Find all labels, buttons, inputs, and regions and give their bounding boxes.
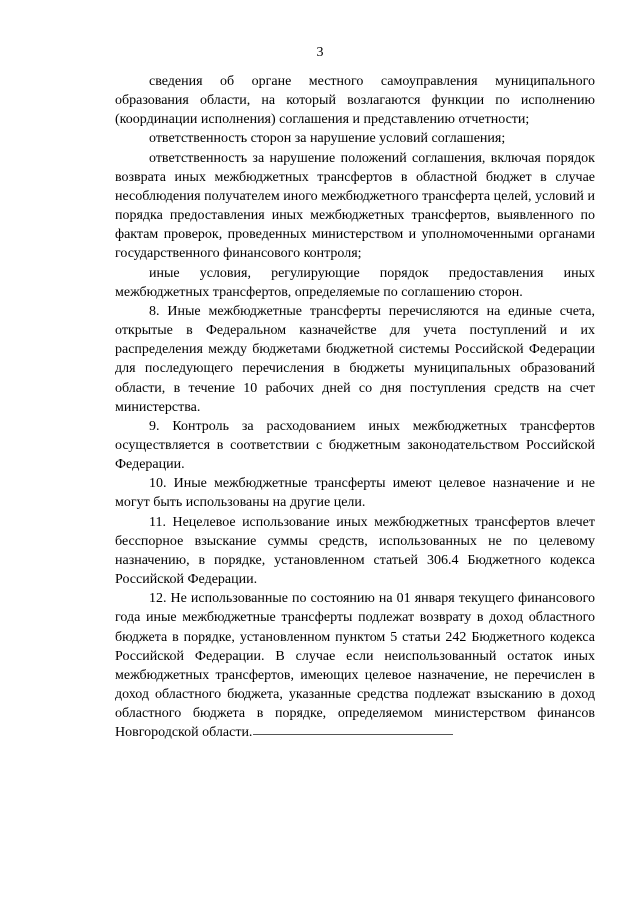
paragraph-item-12: 12. Не использованные по состоянию на 01 января текущего финансового года иные межбюджетные трансферты подлежат возврату в доход областного бюджета в порядке, установленном пунктом 5 статьи 242 Бюджетного кодекса Российской Федерации. В случае если неиспользованный остаток иных межбюджетных трансфертов, имеющих целевое назначение, не перечислен в доход областного бюджета, указанные средства подлежат взысканию в доход областного бюджета в порядке, определяемом министерством финансов Новгородской области. bbox=[115, 591, 595, 741]
paragraph-other-conditions: иные условия, регулирующие порядок предоставления иных межбюджетных трансфертов, определяемые по соглашению сторон. bbox=[115, 265, 595, 300]
document-body bbox=[115, 72, 595, 742]
paragraph-parties-responsibility: ответственность сторон за нарушение условий соглашения; bbox=[149, 131, 506, 147]
paragraph-item-8: 8. Иные межбюджетные трансферты перечисляются на единые счета, открытые в Федеральном казначействе для учета поступлений и их распределения между бюджетами бюджетной системы Российской Федерации для последующего перечисления в бюджеты муниципальных образований области, в течение 10 рабочих дней со дня поступления средств на счет министерства. bbox=[115, 303, 595, 415]
page-number: 3 bbox=[316, 45, 324, 60]
end-separator-line bbox=[253, 734, 453, 735]
paragraph-item-11: 11. Нецелевое использование иных межбюджетных трансфертов влечет бесспорное взыскание суммы средств, использованных не по целевому назначению, в порядке, установленном статьей 306.4 Бюджетного кодекса Российской Федерации. bbox=[115, 514, 595, 588]
paragraph-local-authority-info: сведения об органе местного самоуправления муниципального образования области, на который возлагаются функции по исполнению (координации исполнения) соглашения и представлению отчетности; bbox=[115, 74, 595, 128]
paragraph-violation-responsibility: ответственность за нарушение положений соглашения, включая порядок возврата иных межбюджетных трансфертов в областной бюджет в случае несоблюдения получателем иного межбюджетного трансферта целей, условий и порядка предоставления иных межбюджетных трансфертов, выявленного по фактам проверок, проведенных министерством и уполномоченными органами государственного финансового контроля; bbox=[115, 150, 595, 262]
paragraph-item-9: 9. Контроль за расходованием иных межбюджетных трансфертов осуществляется в соответствии с бюджетным законодательством Российской Федерации. bbox=[115, 418, 595, 473]
paragraph-item-10: 10. Иные межбюджетные трансферты имеют целевое назначение и не могут быть использованы на другие цели. bbox=[115, 476, 595, 511]
